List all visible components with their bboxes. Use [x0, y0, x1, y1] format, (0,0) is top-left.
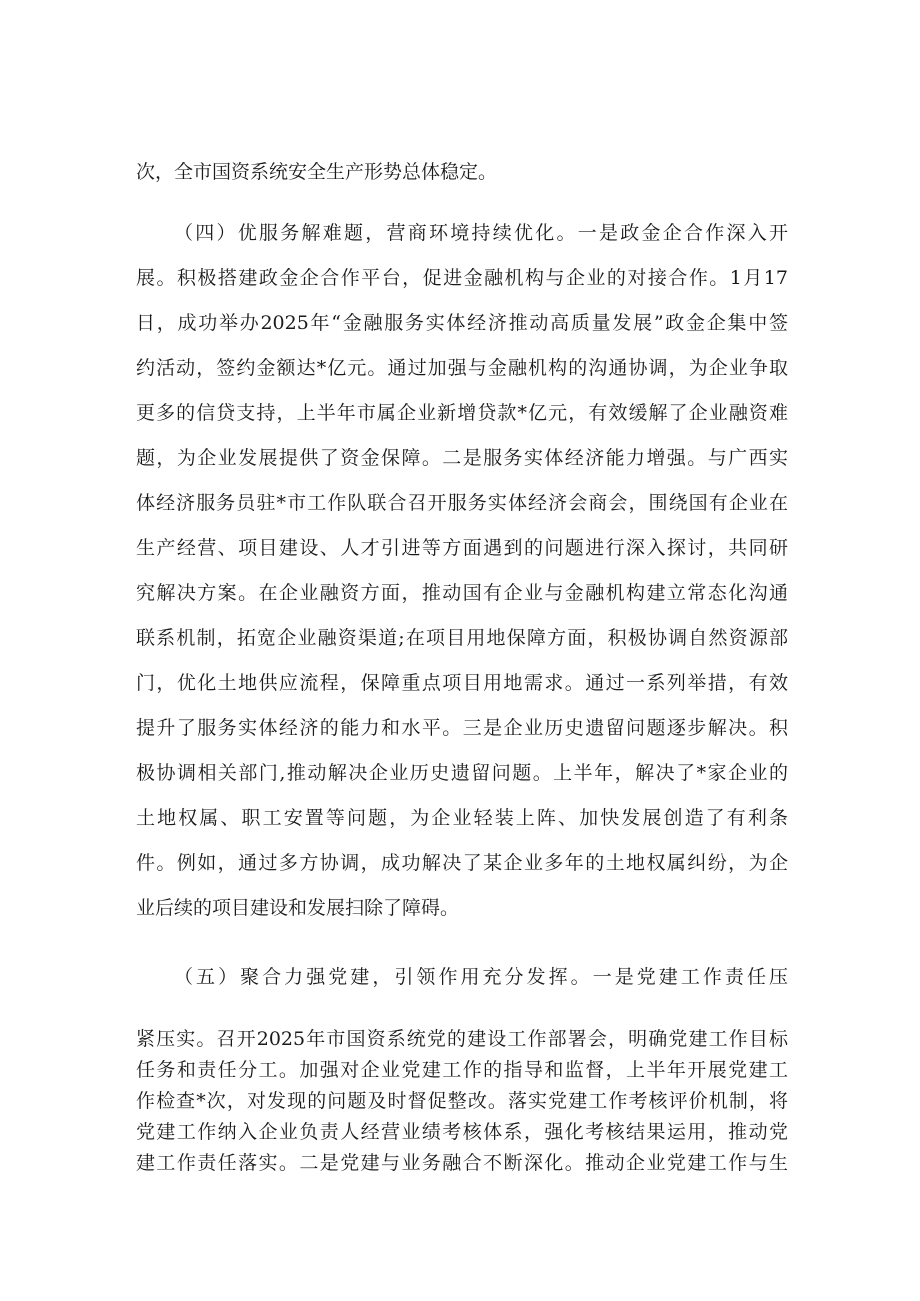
text-line: 作检查*次，对发现的问题及时督促整改。落实党建工作考核评价机制，将	[136, 1090, 788, 1112]
text-line: 体经济服务员驻*市工作队联合召开服务实体经济会商会，围绕国有企业在	[136, 492, 788, 514]
text-line: 任务和责任分工。加强对企业党建工作的指导和监督，上半年开展党建工	[136, 1059, 788, 1081]
text-line: 生产经营、项目建设、人才引进等方面遇到的问题进行深入探讨，共同研	[136, 537, 788, 559]
text-line: 日，成功举办2025年“金融服务实体经济推动高质量发展”政金企集中签	[136, 312, 788, 334]
paragraph-heading-4: （四）优服务解难题，营商环境持续优化。一是政金企合作深入开	[174, 222, 788, 244]
text-line: 题，为企业发展提供了资金保障。二是服务实体经济能力增强。与广西实	[136, 447, 788, 469]
text-line: 联系机制，拓宽企业融资渠道;在项目用地保障方面，积极协调自然资源部	[136, 627, 788, 649]
text-line: 极协调相关部门,推动解决企业历史遗留问题。上半年，解决了*家企业的	[136, 762, 788, 784]
text-line: 提升了服务实体经济的能力和水平。三是企业历史遗留问题逐步解决。积	[136, 717, 788, 739]
text-line: 门，优化土地供应流程，保障重点项目用地需求。通过一系列举措，有效	[136, 672, 788, 694]
text-line: 紧压实。召开2025年市国资系统党的建设工作部署会，明确党建工作目标	[136, 1028, 788, 1050]
text-line: 件。例如，通过多方协调，成功解决了某企业多年的土地权属纠纷，为企	[136, 852, 788, 874]
text-line: 次，全市国资系统安全生产形势总体稳定。	[136, 161, 498, 183]
text-line: 展。积极搭建政金企合作平台，促进金融机构与企业的对接合作。1月17	[136, 267, 788, 289]
text-line: 建工作责任落实。二是党建与业务融合不断深化。推动企业党建工作与生	[136, 1152, 788, 1174]
text-line: 更多的信贷支持，上半年市属企业新增贷款*亿元，有效缓解了企业融资难	[136, 402, 788, 424]
text-line: 土地权属、职工安置等问题，为企业轻装上阵、加快发展创造了有利条	[136, 807, 788, 829]
text-line: 党建工作纳入企业负责人经营业绩考核体系，强化考核结果运用，推动党	[136, 1121, 788, 1143]
text-line: 约活动，签约金额达*亿元。通过加强与金融机构的沟通协调，为企业争取	[136, 357, 788, 379]
text-line: 业后续的项目建设和发展扫除了障碍。	[136, 897, 460, 919]
text-line: 究解决方案。在企业融资方面，推动国有企业与金融机构建立常态化沟通	[136, 582, 788, 604]
paragraph-heading-5: （五）聚合力强党建，引领作用充分发挥。一是党建工作责任压	[174, 966, 788, 988]
